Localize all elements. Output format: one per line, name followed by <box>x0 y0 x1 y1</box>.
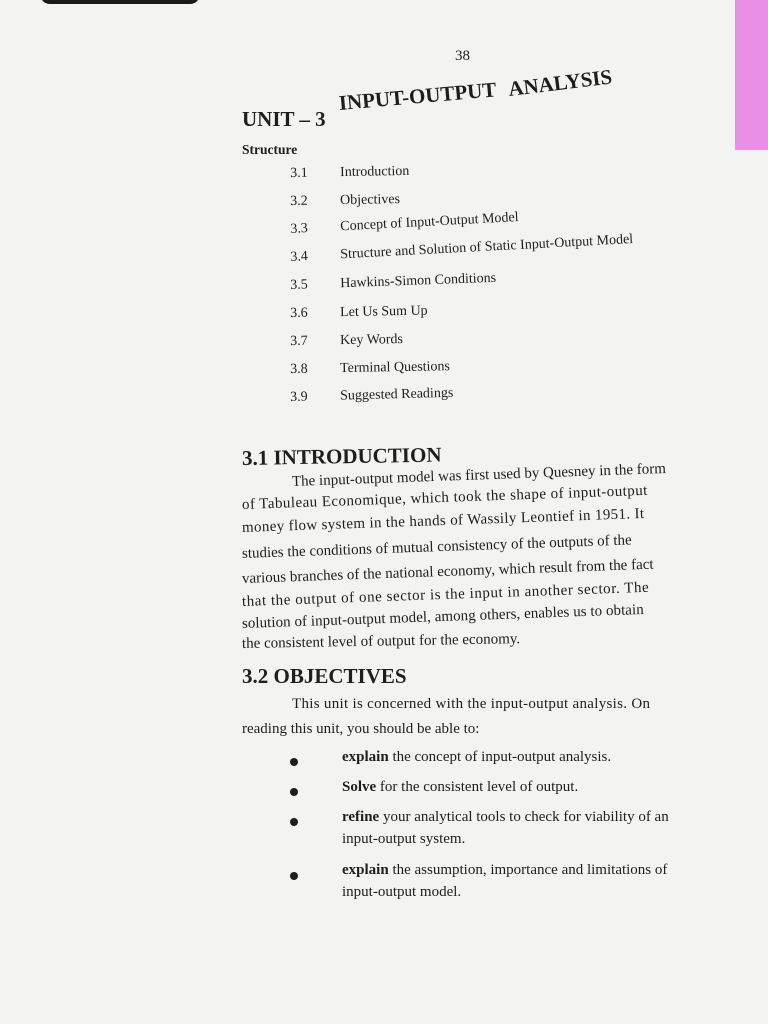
list-item <box>342 749 611 766</box>
paragraph-line: the consistent level of output for the economy. <box>241 631 521 652</box>
toc-title: Hawkins-Simon Conditions <box>339 270 497 292</box>
toc-number: 3.9 <box>290 389 308 405</box>
bullet-icon <box>290 818 298 826</box>
toc-title: Structure and Solution of Static Input-Output Model <box>339 232 634 263</box>
list-item <box>342 862 667 879</box>
toc-number: 3.5 <box>290 277 309 293</box>
objective-verb: explain <box>342 862 389 878</box>
objective-text: for the consistent level of output. <box>376 779 579 795</box>
bullet-icon <box>290 758 298 766</box>
objective-text: the concept of input-output analysis. <box>388 749 612 765</box>
toc-number: 3.3 <box>290 221 309 237</box>
paragraph-line: reading this unit, you should be able to: <box>242 721 480 737</box>
toc-title: Introduction <box>339 163 410 181</box>
toc-number: 3.8 <box>290 361 308 377</box>
paragraph-line: that the output of one sector is the input in another sector. The <box>241 579 650 610</box>
paragraph-line: money flow system in the hands of Wassily Leontief in 1951. It <box>241 505 645 536</box>
unit-prefix: UNIT – 3 <box>242 107 326 131</box>
objective-verb: Solve <box>342 779 377 795</box>
objective-text: the assumption, importance and limitations of <box>388 862 668 878</box>
bullet-icon <box>290 872 298 880</box>
paragraph-line: This unit is concerned with the input-output analysis. On <box>292 696 651 712</box>
introduction-heading: 3.1 INTRODUCTION <box>241 442 442 470</box>
paragraph-line: solution of input-output model, among others, enables us to obtain <box>241 601 645 632</box>
toc-title: Concept of Input-Output Model <box>339 210 519 235</box>
objective-continuation: input-output model. <box>342 884 462 900</box>
page-number: 38 <box>455 48 470 64</box>
toc-title: Let Us Sum Up <box>339 303 428 321</box>
objective-text: your analytical tools to check for viability of an <box>379 809 669 825</box>
list-item <box>342 779 578 796</box>
list-item <box>342 809 669 826</box>
paragraph-line: The input-output model was first used by Quesney in the form <box>291 460 667 490</box>
toc-title: Suggested Readings <box>339 385 454 404</box>
toc-title: Key Words <box>339 332 404 349</box>
toc-number: 3.6 <box>290 305 308 321</box>
unit-title-part2: ANALYSIS <box>506 64 614 102</box>
objective-verb: explain <box>342 749 389 765</box>
paragraph-line: of Tabuleau Economique, which took the shape of input-output <box>241 482 649 513</box>
unit-title <box>242 64 662 140</box>
paragraph-line: studies the conditions of mutual consistency of the outputs of the <box>241 532 632 562</box>
toc-title: Terminal Questions <box>339 359 451 377</box>
paragraph-line: various branches of the national economy, which result from the fact <box>241 556 654 587</box>
page-tab-marker <box>735 0 768 150</box>
objective-continuation: input-output system. <box>342 831 466 847</box>
toc-title: Objectives <box>339 192 401 209</box>
bullet-icon <box>290 788 298 796</box>
objectives-heading: 3.2 OBJECTIVES <box>242 664 407 688</box>
toc-number: 3.7 <box>290 333 308 349</box>
toc-number: 3.1 <box>290 165 308 181</box>
unit-title-part1: INPUT-OUTPUT <box>337 77 498 116</box>
structure-heading: Structure <box>242 142 298 157</box>
toc-number: 3.2 <box>290 193 308 209</box>
objective-verb: refine <box>342 809 380 825</box>
toc-number: 3.4 <box>290 249 309 265</box>
page-edge-shadow <box>40 0 200 4</box>
